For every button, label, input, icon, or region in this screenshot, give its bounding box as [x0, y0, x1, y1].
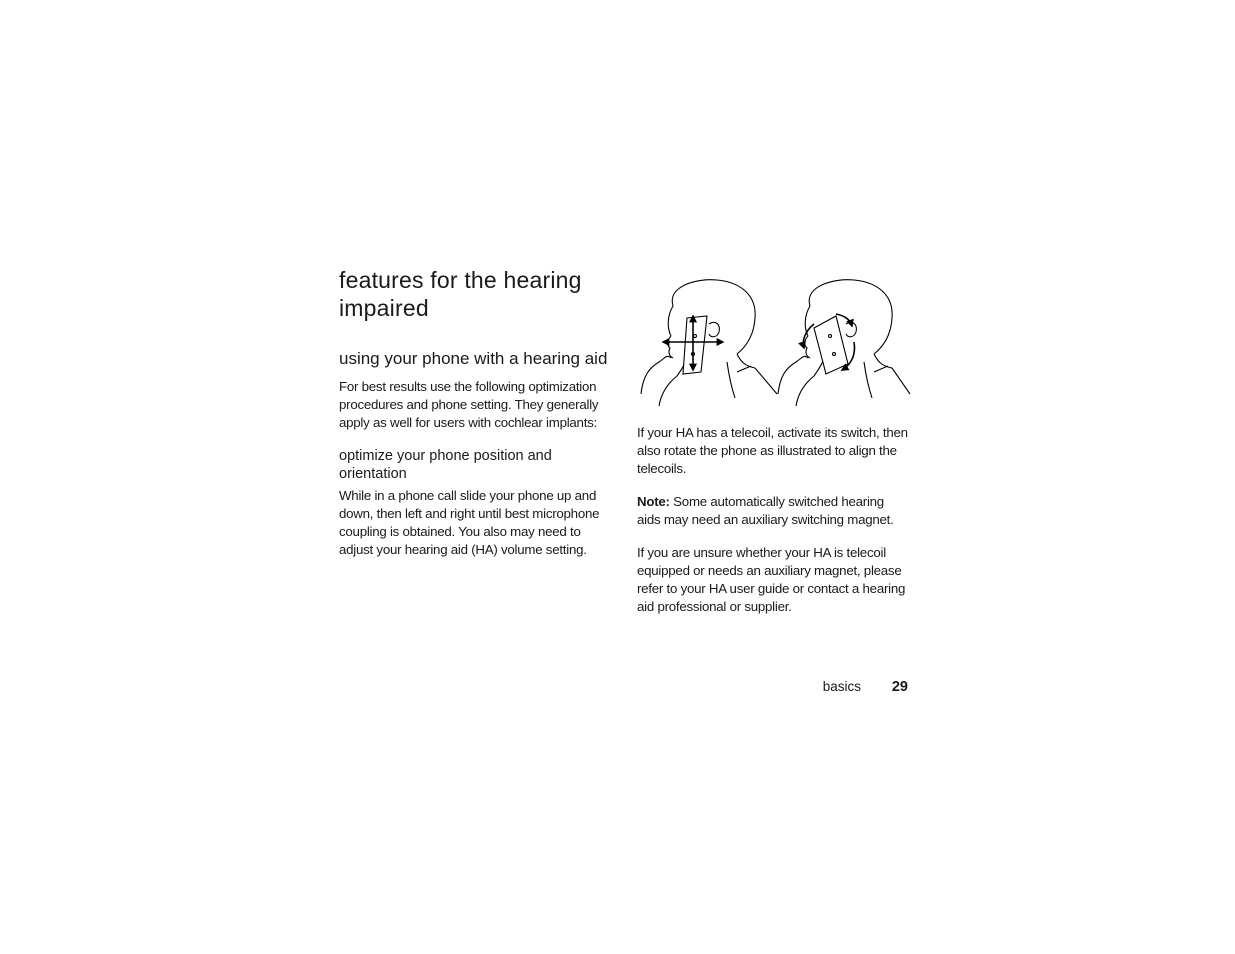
right-column: [637, 424, 909, 616]
subsection-body: While in a phone call slide your phone up and down, then left and right until best microphone coupling is obtained. You also may need to adjust your hearing aid (HA) volume setting.: [339, 488, 600, 557]
slide-phone-figure-icon: [641, 280, 777, 406]
section-intro: For best results use the following optimization procedures and phone setting. They generally apply as well for users with cochlear implants:: [339, 379, 599, 430]
rotate-phone-figure-icon: [778, 280, 910, 406]
page-number: 29: [891, 679, 908, 695]
left-column: [339, 266, 614, 559]
section-title: using your phone with a hearing aid: [339, 349, 608, 368]
note-text: Some automatically switched hearing aids may need an auxiliary switching magnet.: [637, 494, 894, 527]
footer-section-label: basics: [822, 679, 861, 694]
subsection-title: optimize your phone position and orientation: [339, 448, 552, 482]
telecoil-paragraph: If your HA has a telecoil, activate its switch, then also rotate the phone as illustrated to align the telecoils.: [637, 425, 908, 476]
unsure-paragraph: If you are unsure whether your HA is telecoil equipped or needs an auxiliary magnet, please refer to your HA user guide or contact a hearing aid professional or supplier.: [637, 545, 906, 614]
hearing-aid-illustration: [637, 276, 912, 411]
page-footer: [780, 679, 908, 699]
note-paragraph: [637, 493, 909, 529]
note-label: Note:: [637, 494, 670, 509]
chapter-title: features for the hearing impaired: [339, 267, 582, 321]
